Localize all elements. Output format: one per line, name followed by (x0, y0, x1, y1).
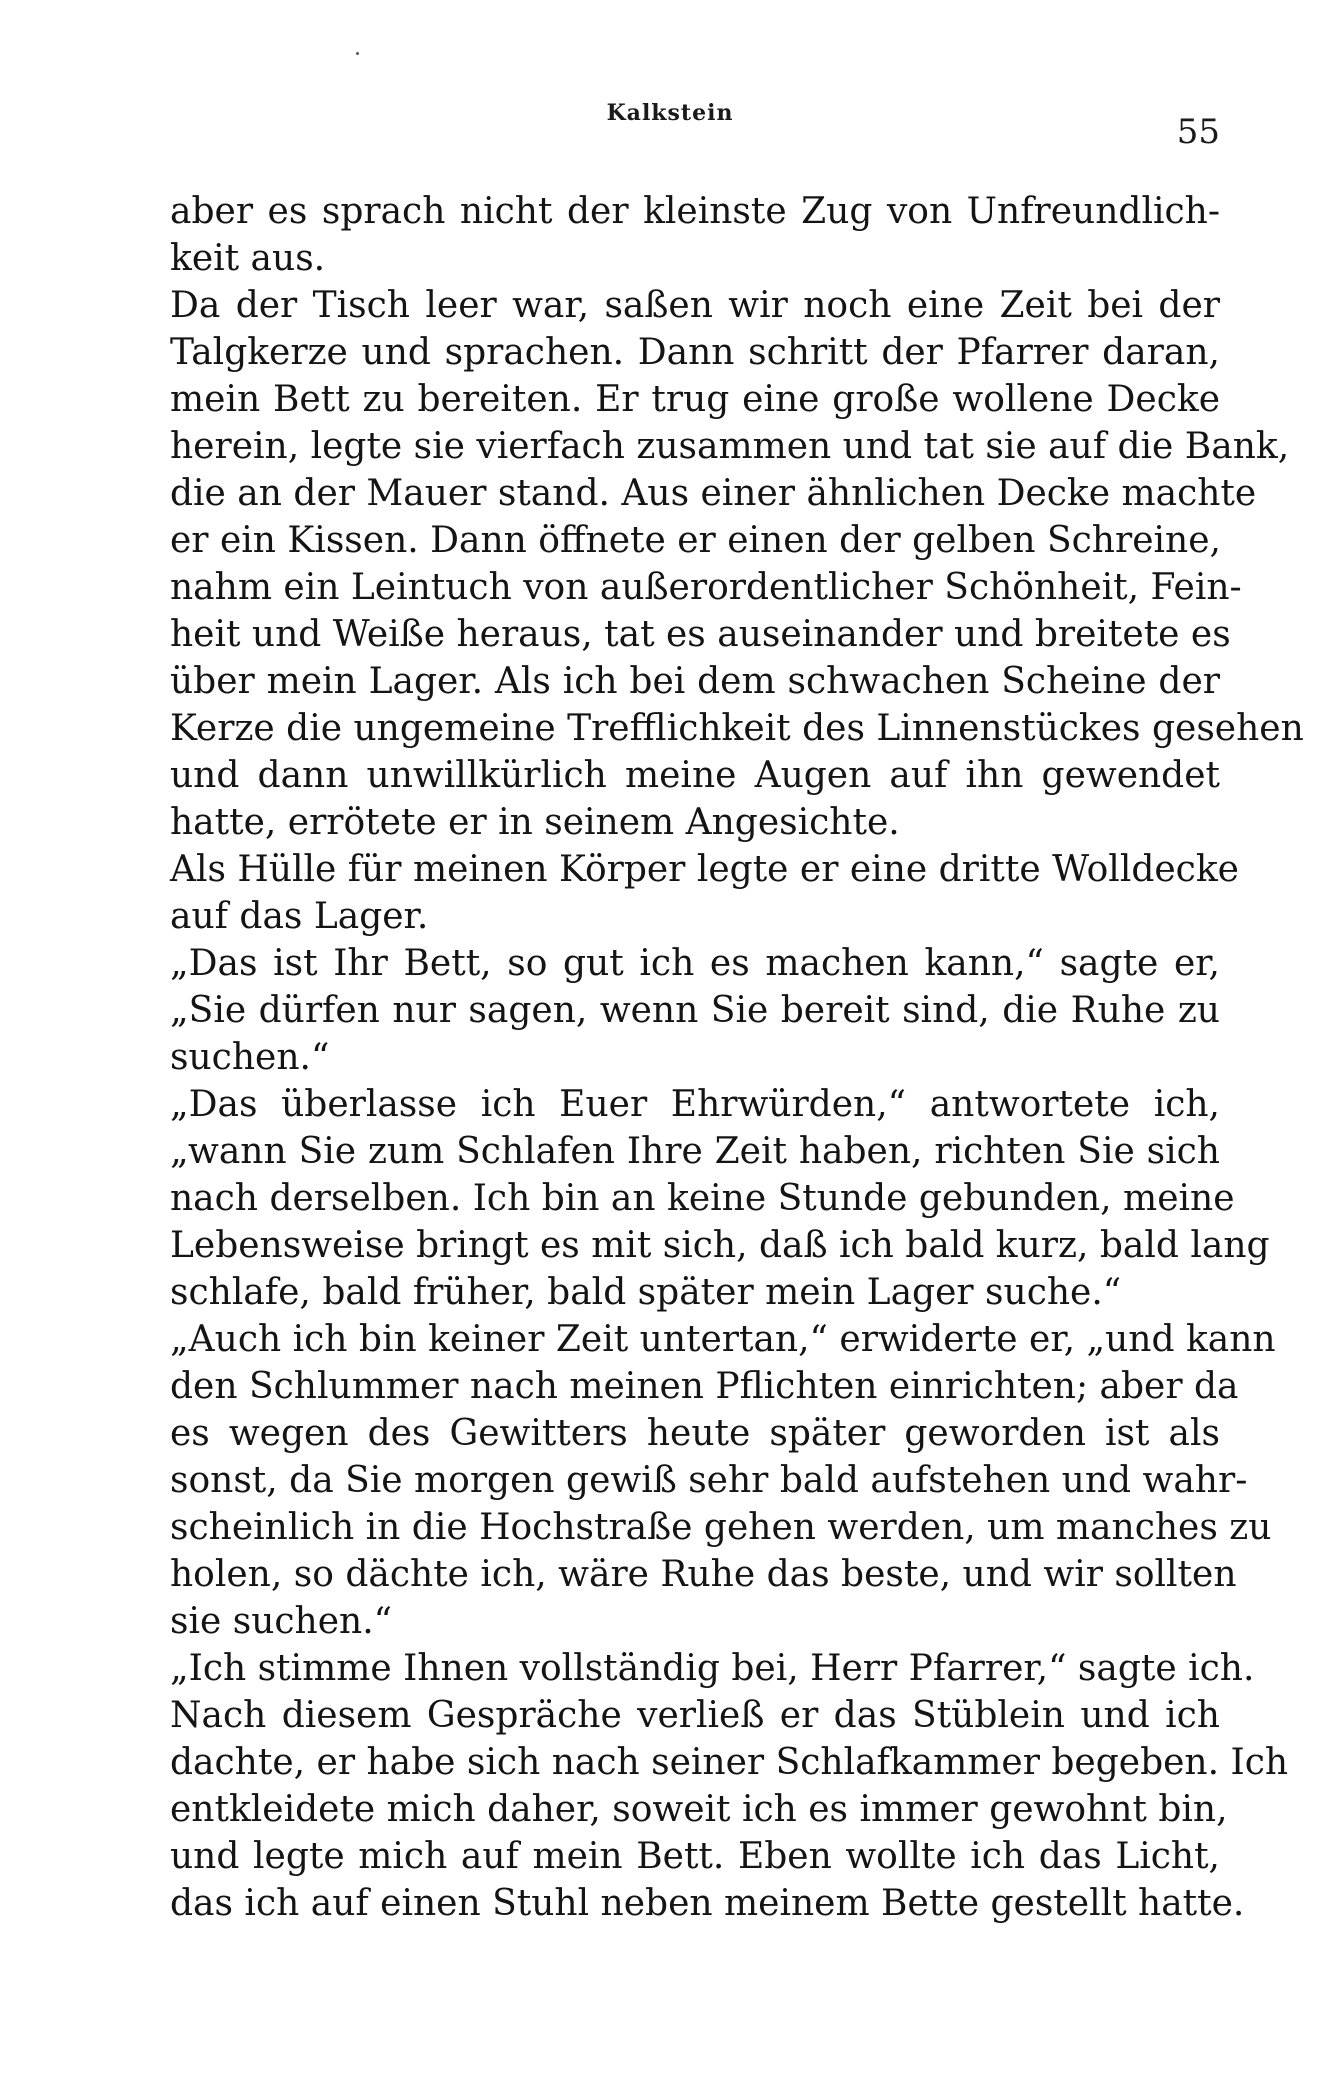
text-line: Nach diesem Gespräche verließ er das Stüblein und ich (170, 1695, 1220, 1736)
text-line: Da der Tisch leer war, saßen wir noch eine Zeit bei der (170, 285, 1220, 326)
text-line: Kerze die ungemeine Trefflichkeit des Linnenstückes gesehen (170, 708, 1304, 749)
text-line: nach derselben. Ich bin an keine Stunde gebunden, meine (170, 1178, 1235, 1219)
text-line: es wegen des Gewitters heute später geworden ist als (170, 1413, 1220, 1454)
text-line: auf das Lager. (170, 896, 429, 937)
text-line: Lebensweise bringt es mit sich, daß ich bald kurz, bald lang (170, 1225, 1270, 1266)
text-line: und legte mich auf mein Bett. Eben wollte ich das Licht, (170, 1836, 1220, 1877)
text-line: sie suchen.“ (170, 1601, 393, 1642)
text-line: „Das ist Ihr Bett, so gut ich es machen kann,“ sagte er, (170, 943, 1220, 984)
text-line: aber es sprach nicht der kleinste Zug von Unfreundlich- (170, 191, 1220, 232)
text-line: suchen.“ (170, 1037, 330, 1078)
text-line: „Auch ich bin keiner Zeit untertan,“ erwiderte er, „und kann (170, 1319, 1276, 1360)
text-line: „wann Sie zum Schlafen Ihre Zeit haben, richten Sie sich (170, 1131, 1220, 1172)
text-line: dachte, er habe sich nach seiner Schlafkammer begeben. Ich (170, 1742, 1289, 1783)
text-line: „Ich stimme Ihnen vollständig bei, Herr Pfarrer,“ sagte ich. (170, 1648, 1255, 1689)
text-line: Talgkerze und sprachen. Dann schritt der Pfarrer daran, (170, 332, 1220, 373)
text-line: „Das überlasse ich Euer Ehrwürden,“ antwortete ich, (170, 1084, 1220, 1125)
text-line: „Sie dürfen nur sagen, wenn Sie bereit sind, die Ruhe zu (170, 990, 1220, 1031)
text-line: keit aus. (170, 238, 326, 279)
text-line: über mein Lager. Als ich bei dem schwachen Scheine der (170, 661, 1220, 702)
text-line: den Schlummer nach meinen Pflichten einrichten; aber da (170, 1366, 1239, 1407)
text-line: herein, legte sie vierfach zusammen und tat sie auf die Bank, (170, 426, 1290, 467)
text-line: Als Hülle für meinen Körper legte er eine dritte Wolldecke (170, 849, 1239, 890)
text-line: holen, so dächte ich, wäre Ruhe das beste, und wir sollten (170, 1554, 1237, 1595)
text-line: schlafe, bald früher, bald später mein Lager suche.“ (170, 1272, 1122, 1313)
text-line: entkleidete mich daher, soweit ich es immer gewohnt bin, (170, 1789, 1228, 1830)
text-line: sonst, da Sie morgen gewiß sehr bald aufstehen und wahr- (170, 1460, 1248, 1501)
text-line: das ich auf einen Stuhl neben meinem Bette gestellt hatte. (170, 1883, 1245, 1924)
print-speck (356, 52, 359, 55)
body-text (170, 188, 1304, 1927)
text-line: er ein Kissen. Dann öffnete er einen der gelben Schreine, (170, 520, 1221, 561)
text-line: und dann unwillkürlich meine Augen auf ihn gewendet (170, 755, 1220, 796)
text-line: scheinlich in die Hochstraße gehen werden, um manches zu (170, 1507, 1272, 1548)
text-line: die an der Mauer stand. Aus einer ähnlichen Decke machte (170, 473, 1257, 514)
text-line: heit und Weiße heraus, tat es auseinander und breitete es (170, 614, 1231, 655)
text-line: hatte, errötete er in seinem Angesichte. (170, 802, 900, 843)
page-number: 55 (1176, 112, 1220, 152)
text-line: nahm ein Leintuch von außerordentlicher Schönheit, Fein- (170, 567, 1242, 608)
text-line: mein Bett zu bereiten. Er trug eine große wollene Decke (170, 379, 1220, 420)
running-header: Kalkstein (606, 100, 734, 126)
